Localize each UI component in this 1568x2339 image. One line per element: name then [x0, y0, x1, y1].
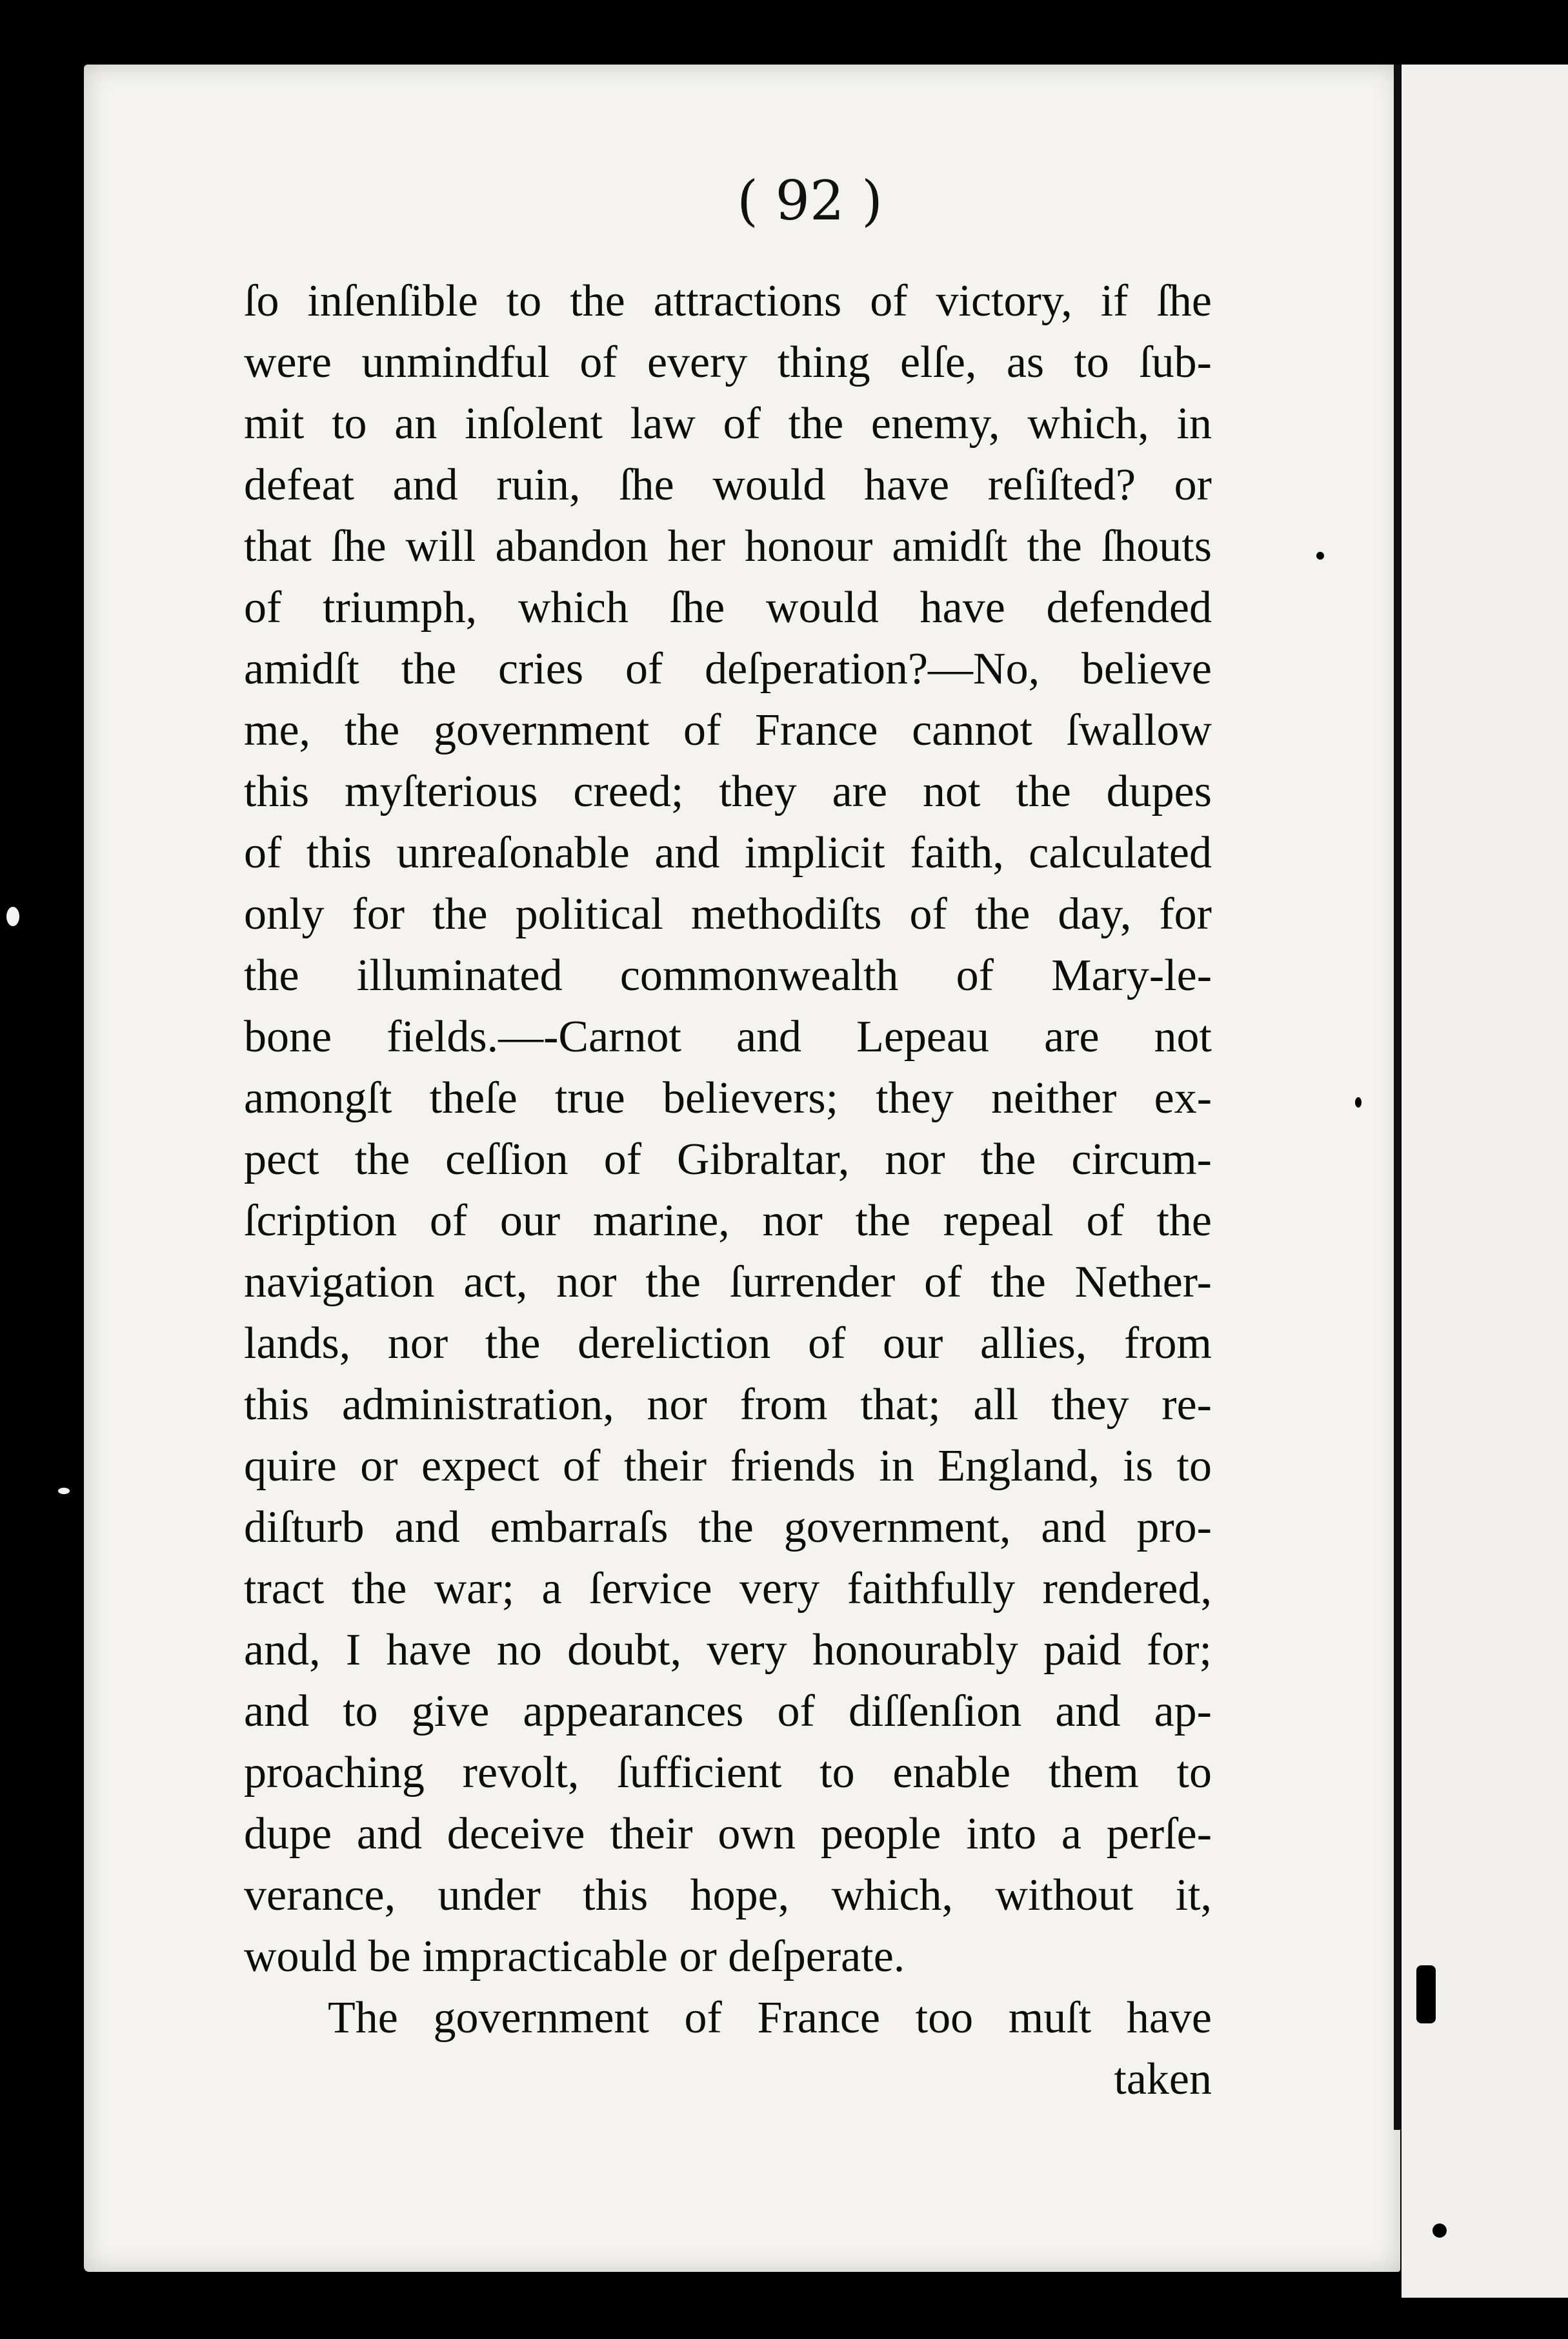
text-line: ſo inſenſible to the attractions of victory, if ſhe [244, 276, 1212, 326]
text-line: were unmindful of every thing elſe, as to ſub- [244, 338, 1212, 387]
ink-speck [1432, 2223, 1447, 2238]
text-line: verance, under this hope, which, without it, [244, 1870, 1212, 1920]
text-line: me, the government of France cannot ſwallow [244, 705, 1212, 755]
text-line: amongſt theſe true believers; they neither ex- [244, 1073, 1212, 1123]
text-line: diſturb and embarraſs the government, and pro- [244, 1503, 1212, 1552]
page-number: ( 92 ) [737, 169, 883, 232]
text-line: mit to an inſolent law of the enemy, which, in [244, 399, 1212, 449]
text-line: and, I have no doubt, very honourably paid for; [244, 1625, 1212, 1675]
text-line: the illuminated commonwealth of Mary-le- [244, 951, 1212, 1000]
text-line: of triumph, which ſhe would have defended [244, 583, 1212, 633]
text-line: would be impracticable or deſperate. [244, 1932, 905, 1981]
binding-mark [1416, 1965, 1436, 2023]
ink-speck [1355, 1097, 1362, 1108]
text-line: bone fields.—-Carnot and Lepeau are not [244, 1012, 1212, 1062]
text-line: quire or expect of their friends in England, is to [244, 1441, 1212, 1491]
text-line: this myſterious creed; they are not the dupes [244, 767, 1212, 816]
text-line: that ſhe will abandon her honour amidſt the ſhouts [244, 521, 1212, 571]
text-line: this administration, nor from that; all they re- [244, 1380, 1212, 1430]
text-line: ſcription of our marine, nor the repeal of the [244, 1196, 1212, 1246]
edge-speck [58, 1488, 70, 1494]
text-line: of this unreaſonable and implicit faith, calculated [244, 828, 1212, 878]
text-line: amidſt the cries of deſperation?—No, believe [244, 644, 1212, 694]
page-gutter [1394, 65, 1400, 2130]
text-line: dupe and deceive their own people into a perſe- [244, 1809, 1212, 1859]
text-line: navigation act, nor the ſurrender of the Nether- [244, 1257, 1212, 1307]
text-line: only for the political methodiſts of the day, for [244, 889, 1212, 939]
text-line: and to give appearances of diſſenſion and ap- [244, 1686, 1212, 1736]
text-line: pect the ceſſion of Gibraltar, nor the circum- [244, 1135, 1212, 1184]
text-line: The government of France too muſt have [328, 1993, 1212, 2043]
ink-speck [1316, 552, 1324, 560]
catchword: taken [1114, 2054, 1212, 2104]
edge-speck [6, 907, 19, 926]
text-line: tract the war; a ſervice very faithfully rendered, [244, 1564, 1212, 1614]
text-line: lands, nor the dereliction of our allies, from [244, 1319, 1212, 1368]
facing-page-edge [1402, 65, 1568, 2298]
text-line: proaching revolt, ſufficient to enable them to [244, 1748, 1212, 1797]
text-line: defeat and ruin, ſhe would have reſiſted? or [244, 460, 1212, 510]
